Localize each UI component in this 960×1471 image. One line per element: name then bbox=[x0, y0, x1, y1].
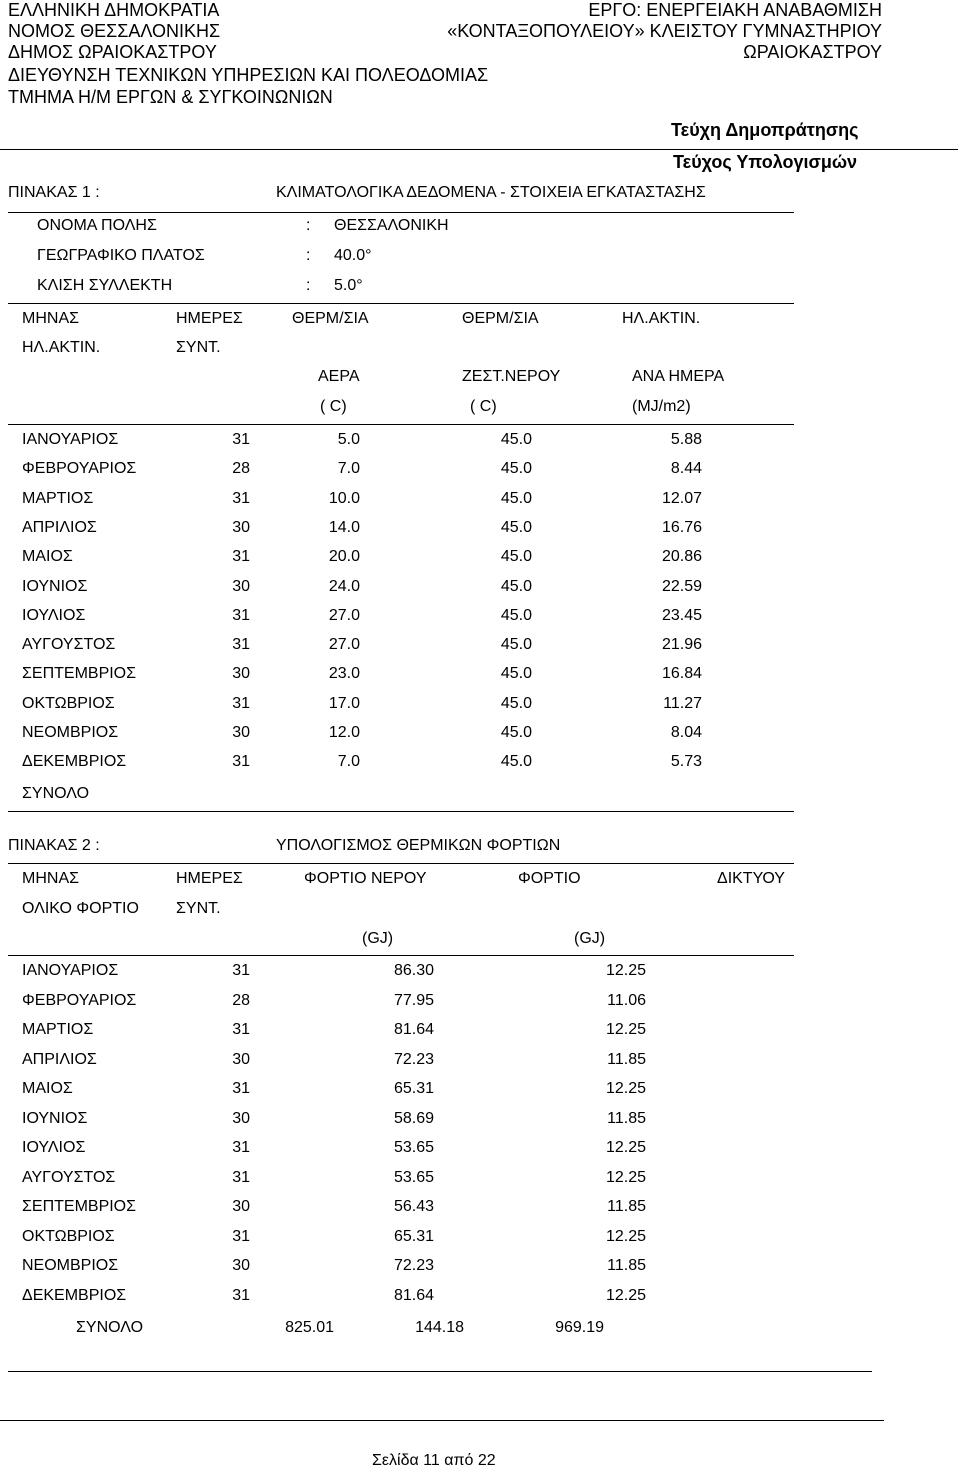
radiation-cell: 5.73 bbox=[670, 753, 702, 771]
radiation-cell: 22.59 bbox=[661, 577, 702, 595]
t2-header-network: ΔΙΚΤΥΟΥ bbox=[717, 870, 785, 887]
t1-header-per-day: ΑΝΑ ΗΜΕΡΑ bbox=[632, 368, 725, 385]
water-load-cell: 53.65 bbox=[393, 1139, 434, 1156]
month-cell: ΝΕΟΜΒΡΙΟΣ bbox=[22, 724, 119, 741]
info-key-latitude: ΓΕΩΓΡΑΦΙΚΟ ΠΛΑΤΟΣ bbox=[37, 247, 205, 264]
table-row bbox=[0, 635, 960, 655]
air-temp-cell: 12.0 bbox=[328, 724, 360, 741]
air-temp-cell: 7.0 bbox=[337, 460, 360, 478]
info-key-tilt: ΚΛΙΣΗ ΣΥΛΛΕΚΤΗ bbox=[37, 277, 173, 294]
radiation-cell: 12.07 bbox=[661, 489, 702, 507]
info-key-city: ΟΝΟΜΑ ΠΟΛΗΣ bbox=[37, 217, 157, 234]
table1-info-rule bbox=[8, 303, 794, 304]
footer-rule-1 bbox=[8, 1371, 872, 1372]
month-cell: ΙΟΥΝΙΟΣ bbox=[22, 577, 88, 595]
doc-label-tender: Τεύχη Δημοπράτησης bbox=[671, 120, 859, 140]
water-load-cell: 81.64 bbox=[393, 1286, 434, 1304]
water-temp-cell: 45.0 bbox=[500, 606, 532, 624]
days-cell: 31 bbox=[232, 1168, 250, 1186]
water-temp-cell: 45.0 bbox=[500, 694, 532, 712]
month-cell: ΟΚΤΩΒΡΙΟΣ bbox=[22, 694, 115, 712]
network-load-cell: 12.25 bbox=[605, 1227, 646, 1245]
air-temp-cell: 7.0 bbox=[337, 753, 360, 771]
network-load-cell: 11.85 bbox=[607, 1198, 646, 1215]
days-cell: 31 bbox=[232, 489, 250, 507]
radiation-cell: 20.86 bbox=[661, 548, 702, 566]
air-temp-cell: 27.0 bbox=[328, 606, 360, 624]
water-temp-cell: 45.0 bbox=[500, 724, 532, 741]
header-divider bbox=[0, 149, 958, 150]
days-cell: 30 bbox=[232, 577, 250, 595]
info-sep-city: : bbox=[306, 217, 311, 234]
t1-header-radiation-lead: ΗΛ.ΑΚΤΙΝ. bbox=[22, 339, 101, 356]
table2-title: ΥΠΟΛΟΓΙΣΜΟΣ ΘΕΡΜΙΚΩΝ ΦΟΡΤΙΩΝ bbox=[276, 837, 561, 854]
t2-unit-1: (GJ) bbox=[362, 930, 394, 947]
air-temp-cell: 27.0 bbox=[328, 636, 360, 654]
t1-unit-radiation: (MJ/m2) bbox=[632, 398, 691, 415]
month-cell: ΦΕΒΡΟΥΑΡΙΟΣ bbox=[22, 460, 137, 478]
water-temp-cell: 45.0 bbox=[500, 636, 532, 654]
water-temp-cell: 45.0 bbox=[500, 489, 532, 507]
water-temp-cell: 45.0 bbox=[500, 518, 532, 536]
t2-total-label: ΣΥΝΟΛΟ bbox=[76, 1319, 144, 1336]
table-row bbox=[0, 1197, 960, 1217]
month-cell: ΑΥΓΟΥΣΤΟΣ bbox=[22, 636, 116, 654]
table-row bbox=[0, 1286, 960, 1306]
days-cell: 30 bbox=[232, 665, 250, 683]
table-row bbox=[0, 694, 960, 714]
network-load-cell: 12.25 bbox=[605, 1080, 646, 1097]
table-row bbox=[0, 1079, 960, 1099]
info-sep-latitude: : bbox=[306, 247, 311, 264]
network-load-cell: 11.85 bbox=[607, 1109, 646, 1127]
days-cell: 31 bbox=[232, 962, 250, 979]
table-row bbox=[0, 1020, 960, 1040]
days-cell: 28 bbox=[232, 460, 250, 478]
info-value-tilt: 5.0° bbox=[334, 277, 363, 294]
days-cell: 31 bbox=[232, 548, 250, 566]
month-cell: ΑΥΓΟΥΣΤΟΣ bbox=[22, 1168, 116, 1186]
table-row bbox=[0, 1168, 960, 1188]
water-temp-cell: 45.0 bbox=[500, 577, 532, 595]
table-row bbox=[0, 606, 960, 626]
month-cell: ΜΑΡΤΙΟΣ bbox=[22, 489, 94, 507]
table-row bbox=[0, 752, 960, 772]
network-load-cell: 12.25 bbox=[605, 1286, 646, 1304]
air-temp-cell: 23.0 bbox=[328, 665, 360, 683]
table-row bbox=[0, 1050, 960, 1070]
air-temp-cell: 20.0 bbox=[328, 548, 360, 566]
water-temp-cell: 45.0 bbox=[500, 665, 532, 683]
t1-header-radiation: ΗΛ.ΑΚΤΙΝ. bbox=[622, 310, 701, 327]
water-load-cell: 72.23 bbox=[393, 1050, 434, 1068]
table1-label: ΠΙΝΑΚΑΣ 1 : bbox=[8, 184, 100, 201]
days-cell: 31 bbox=[232, 753, 250, 771]
month-cell: ΑΠΡΙΛΙΟΣ bbox=[22, 1050, 97, 1068]
air-temp-cell: 5.0 bbox=[337, 431, 360, 448]
network-load-cell: 12.25 bbox=[605, 962, 646, 979]
doc-label-calc: Τεύχος Υπολογισμών bbox=[673, 152, 858, 172]
days-cell: 31 bbox=[232, 431, 250, 448]
header-left-line-1: ΕΛΛΗΝΙΚΗ ΔΗΜΟΚΡΑΤΙΑ bbox=[8, 0, 220, 20]
table-row bbox=[0, 961, 960, 981]
month-cell: ΔΕΚΕΜΒΡΙΟΣ bbox=[22, 1286, 127, 1304]
page-number: Σελίδα 11 από 22 bbox=[372, 1452, 496, 1469]
t1-header-days-2: ΣΥΝΤ. bbox=[176, 339, 221, 356]
water-load-cell: 77.95 bbox=[393, 991, 434, 1009]
days-cell: 30 bbox=[232, 724, 250, 741]
air-temp-cell: 10.0 bbox=[328, 489, 360, 507]
radiation-cell: 23.45 bbox=[661, 606, 702, 624]
water-load-cell: 81.64 bbox=[393, 1021, 434, 1038]
days-cell: 31 bbox=[232, 1021, 250, 1038]
days-cell: 30 bbox=[232, 1050, 250, 1068]
table1-title: ΚΛΙΜΑΤΟΛΟΓΙΚΑ ΔΕΔΟΜΕΝΑ - ΣΤΟΙΧΕΙΑ ΕΓΚΑΤΑΣΤΑΣΗΣ bbox=[276, 184, 706, 201]
days-cell: 31 bbox=[232, 1139, 250, 1156]
days-cell: 30 bbox=[232, 1257, 250, 1274]
t1-header-temp-air: ΘΕΡΜ/ΣΙΑ bbox=[292, 310, 369, 327]
water-temp-cell: 45.0 bbox=[500, 548, 532, 566]
water-load-cell: 58.69 bbox=[393, 1109, 434, 1127]
month-cell: ΑΠΡΙΛΙΟΣ bbox=[22, 518, 97, 536]
table-row bbox=[0, 518, 960, 538]
header-left-line-2: ΝΟΜΟΣ ΘΕΣΣΑΛΟΝΙΚΗΣ bbox=[8, 21, 221, 41]
month-cell: ΙΑΝΟΥΑΡΙΟΣ bbox=[22, 962, 119, 979]
days-cell: 31 bbox=[232, 606, 250, 624]
t1-header-temp-water: ΘΕΡΜ/ΣΙΑ bbox=[462, 310, 539, 327]
month-cell: ΜΑΙΟΣ bbox=[22, 1080, 73, 1097]
header-right-line-1: ΕΡΓΟ: ΕΝΕΡΓΕΙΑΚΗ ΑΝΑΒΑΘΜΙΣΗ bbox=[588, 0, 882, 20]
t1-header-hot-water: ΖΕΣΤ.ΝΕΡΟΥ bbox=[462, 368, 561, 385]
month-cell: ΙΟΥΛΙΟΣ bbox=[22, 606, 86, 624]
table-row bbox=[0, 577, 960, 597]
days-cell: 31 bbox=[232, 1080, 250, 1097]
days-cell: 31 bbox=[232, 1227, 250, 1245]
days-cell: 30 bbox=[232, 1198, 250, 1215]
table-row bbox=[0, 1109, 960, 1129]
header-left-line-5: ΤΜΗΜΑ Η/Μ ΕΡΓΩΝ & ΣΥΓΚΟΙΝΩΝΙΩΝ bbox=[8, 87, 333, 107]
days-cell: 31 bbox=[232, 694, 250, 712]
month-cell: ΙΑΝΟΥΑΡΙΟΣ bbox=[22, 431, 119, 448]
month-cell: ΝΕΟΜΒΡΙΟΣ bbox=[22, 1257, 119, 1274]
days-cell: 31 bbox=[232, 1286, 250, 1304]
table2-header-rule bbox=[8, 955, 794, 956]
header-left-line-4: ΔΙΕΥΘΥΝΣΗ ΤΕΧΝΙΚΩΝ ΥΠΗΡΕΣΙΩΝ ΚΑΙ ΠΟΛΕΟΔΟΜΙΑΣ bbox=[8, 65, 489, 85]
t2-header-load: ΦΟΡΤΙΟ bbox=[518, 870, 581, 887]
table1-header-rule bbox=[8, 424, 794, 425]
table-row bbox=[0, 1227, 960, 1247]
table1-top-rule bbox=[8, 212, 794, 213]
table2-label: ΠΙΝΑΚΑΣ 2 : bbox=[8, 837, 100, 854]
t1-header-air: ΑΕΡΑ bbox=[318, 368, 360, 385]
t1-total-label: ΣΥΝΟΛΟ bbox=[22, 785, 90, 802]
table-row bbox=[0, 664, 960, 684]
radiation-cell: 21.96 bbox=[661, 636, 702, 654]
water-load-cell: 65.31 bbox=[393, 1080, 434, 1097]
radiation-cell: 16.76 bbox=[661, 518, 702, 536]
table-row bbox=[0, 459, 960, 479]
network-load-cell: 11.06 bbox=[607, 991, 646, 1009]
t1-header-month: ΜΗΝΑΣ bbox=[22, 310, 79, 327]
t1-unit-air: ( C) bbox=[320, 398, 347, 415]
table-row bbox=[0, 489, 960, 509]
month-cell: ΜΑΡΤΙΟΣ bbox=[22, 1021, 94, 1038]
month-cell: ΣΕΠΤΕΜΒΡΙΟΣ bbox=[22, 665, 137, 683]
t2-unit-2: (GJ) bbox=[574, 930, 606, 947]
info-sep-tilt: : bbox=[306, 277, 311, 294]
month-cell: ΔΕΚΕΜΒΡΙΟΣ bbox=[22, 753, 127, 771]
month-cell: ΙΟΥΝΙΟΣ bbox=[22, 1109, 88, 1127]
info-value-latitude: 40.0° bbox=[334, 247, 372, 264]
t2-total-value-1: 825.01 bbox=[285, 1319, 334, 1336]
days-cell: 30 bbox=[232, 518, 250, 536]
radiation-cell: 8.04 bbox=[670, 724, 702, 741]
network-load-cell: 12.25 bbox=[605, 1021, 646, 1038]
table-row bbox=[0, 991, 960, 1011]
t2-header-days-2: ΣΥΝΤ. bbox=[176, 900, 221, 917]
month-cell: ΜΑΙΟΣ bbox=[22, 548, 73, 566]
table1-bottom-rule bbox=[8, 811, 794, 812]
radiation-cell: 8.44 bbox=[670, 460, 702, 478]
network-load-cell: 12.25 bbox=[605, 1139, 646, 1156]
network-load-cell: 11.85 bbox=[607, 1050, 646, 1068]
header-right-line-2: «ΚΟΝΤΑΞΟΠΟΥΛΕΙΟΥ» ΚΛΕΙΣΤΟΥ ΓΥΜΝΑΣΤΗΡΙΟΥ bbox=[447, 21, 882, 41]
month-cell: ΟΚΤΩΒΡΙΟΣ bbox=[22, 1227, 115, 1245]
water-load-cell: 65.31 bbox=[393, 1227, 434, 1245]
t2-header-days: ΗΜΕΡΕΣ bbox=[176, 870, 243, 887]
t1-unit-water: ( C) bbox=[470, 398, 497, 415]
table2-top-rule bbox=[8, 863, 794, 864]
table-row bbox=[0, 723, 960, 743]
air-temp-cell: 24.0 bbox=[328, 577, 360, 595]
water-load-cell: 86.30 bbox=[393, 962, 434, 979]
network-load-cell: 12.25 bbox=[605, 1168, 646, 1186]
days-cell: 30 bbox=[232, 1109, 250, 1127]
header-left-line-3: ΔΗΜΟΣ ΩΡΑΙΟΚΑΣΤΡΟΥ bbox=[8, 42, 217, 62]
radiation-cell: 16.84 bbox=[661, 665, 702, 683]
water-load-cell: 56.43 bbox=[393, 1198, 434, 1215]
water-temp-cell: 45.0 bbox=[500, 460, 532, 478]
days-cell: 31 bbox=[232, 636, 250, 654]
air-temp-cell: 17.0 bbox=[328, 694, 360, 712]
network-load-cell: 11.85 bbox=[607, 1257, 646, 1274]
month-cell: ΙΟΥΛΙΟΣ bbox=[22, 1139, 86, 1156]
table-row bbox=[0, 1256, 960, 1276]
header-right-line-3: ΩΡΑΙΟΚΑΣΤΡΟΥ bbox=[743, 42, 882, 62]
t2-total-value-3: 969.19 bbox=[555, 1319, 604, 1336]
radiation-cell: 11.27 bbox=[663, 694, 702, 712]
water-temp-cell: 45.0 bbox=[500, 753, 532, 771]
water-load-cell: 72.23 bbox=[393, 1257, 434, 1274]
month-cell: ΣΕΠΤΕΜΒΡΙΟΣ bbox=[22, 1198, 137, 1215]
radiation-cell: 5.88 bbox=[670, 431, 702, 448]
water-temp-cell: 45.0 bbox=[500, 431, 532, 448]
t2-header-month: ΜΗΝΑΣ bbox=[22, 870, 79, 887]
table-row bbox=[0, 1138, 960, 1158]
days-cell: 28 bbox=[232, 991, 250, 1009]
table-row bbox=[0, 547, 960, 567]
air-temp-cell: 14.0 bbox=[328, 518, 360, 536]
table-row bbox=[0, 430, 960, 450]
t2-header-total-load: ΟΛΙΚΟ ΦΟΡΤΙΟ bbox=[22, 900, 139, 917]
month-cell: ΦΕΒΡΟΥΑΡΙΟΣ bbox=[22, 991, 137, 1009]
t2-total-value-2: 144.18 bbox=[415, 1319, 464, 1336]
water-load-cell: 53.65 bbox=[393, 1168, 434, 1186]
footer-rule-2 bbox=[0, 1420, 884, 1421]
info-value-city: ΘΕΣΣΑΛΟΝΙΚΗ bbox=[334, 217, 449, 234]
t1-header-days: ΗΜΕΡΕΣ bbox=[176, 310, 243, 327]
t2-header-water-load: ΦΟΡΤΙΟ ΝΕΡΟΥ bbox=[304, 870, 427, 887]
